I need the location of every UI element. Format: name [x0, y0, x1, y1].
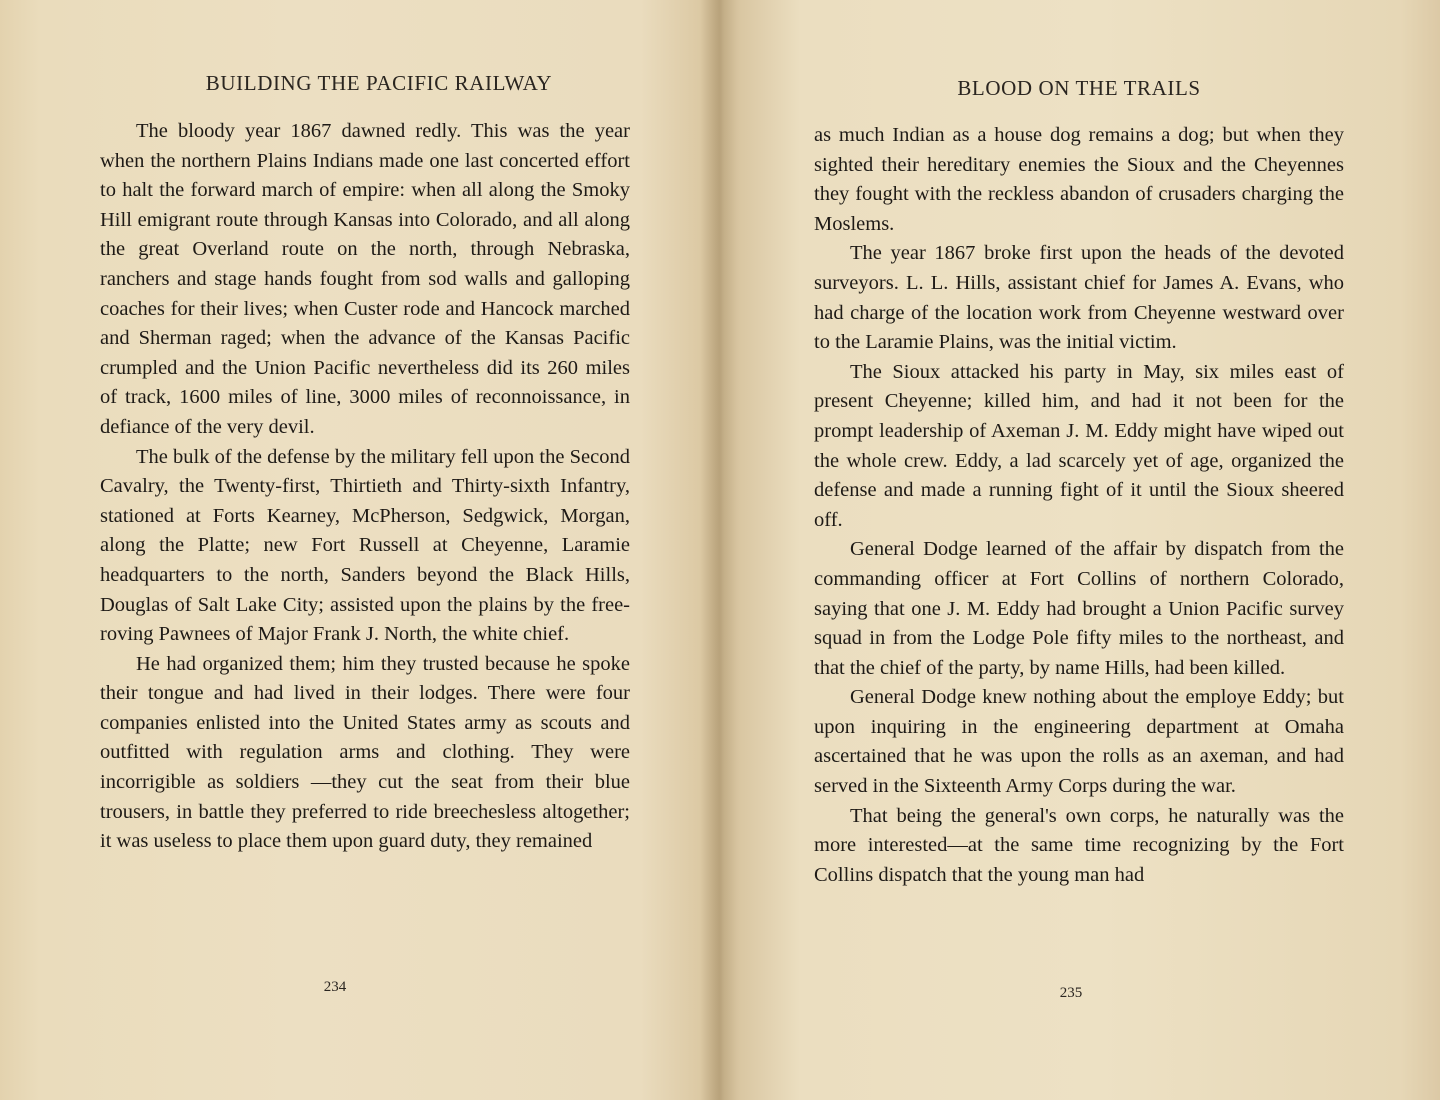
- book-gutter: [700, 0, 740, 1100]
- paragraph-continued: as much Indian as a house dog remains a dog; but when they sighted their hereditary enemies the Sioux and the Cheyennes they fought with the reckless abandon of crusaders charging the Moslems.: [814, 124, 1344, 235]
- right-page-body: [814, 121, 1344, 890]
- running-head-right: BLOOD ON THE TRAILS: [957, 76, 1201, 100]
- right-page: [814, 0, 1344, 1100]
- running-head-left: BUILDING THE PACIFIC RAILWAY: [205, 71, 553, 95]
- page-number-left: 234: [323, 979, 347, 995]
- paragraph: The Sioux attacked his party in May, six miles east of present Cheyenne; killed him, and had it not been for the prompt leadership of Axeman J. M. Eddy might have wiped out the whole crew. Eddy, a lad scarcely yet of age, organized the defense and made a running fight of it until the Sioux sheered off.: [814, 360, 1344, 531]
- paragraph: General Dodge learned of the affair by dispatch from the commanding officer at Fort Collins of northern Colorado, saying that one J. M. Eddy had brought a Union Pacific survey squad in from the Lodge Pole fifty miles to the northeast, and that the chief of the party, by name Hills, had been killed.: [814, 538, 1344, 679]
- left-page: [100, 0, 630, 1100]
- left-page-body: [100, 117, 630, 857]
- paragraph: The bulk of the defense by the military fell upon the Second Cavalry, the Twenty-first, Thirtieth and Thirty-sixth Infantry, stationed at Forts Kearney, McPherson, Sedgwick, Morgan, along the Platte; new Fort Russell at Cheyenne, Laramie headquarters to the north, Sanders beyond the Black Hills, Douglas of Salt Lake City; assisted upon the plains by the free-roving Pawnees of Major Frank J. North, the white chief.: [100, 445, 630, 646]
- paragraph: He had organized them; him they trusted because he spoke their tongue and had lived in their lodges. There were four companies enlisted into the United States army as scouts and outfitted with regulation arms and clothing. They were incorrigible as soldiers —they cut the seat from their blue trousers, in battle they preferred to ride breechesless altogether; it was useless to place them upon guard duty, they remained: [100, 652, 630, 853]
- paragraph: That being the general's own corps, he naturally was the more interested—at the same time recognizing by the Fort Collins dispatch that the young man had: [814, 804, 1344, 886]
- paragraph: The year 1867 broke first upon the heads of the devoted surveyors. L. L. Hills, assistant chief for James A. Evans, who had charge of the location work from Cheyenne westward over to the Laramie Plains, was the initial victim.: [814, 242, 1344, 354]
- page-number-right: 235: [1059, 985, 1083, 1001]
- paragraph: General Dodge knew nothing about the employe Eddy; but upon inquiring in the engineering department at Omaha ascertained that he was upon the rolls as an axeman, and had served in the Sixteenth Army Corps during the war.: [814, 686, 1344, 798]
- paragraph: The bloody year 1867 dawned redly. This was the year when the northern Plains Indians made one last concerted effort to halt the forward march of empire: when all along the Smoky Hill emigrant route through Kansas into Colorado, and all along the great Overland route on the north, through Nebraska, ranchers and stage hands fought from sod walls and galloping coaches for their lives; when Custer rode and Hancock marched and Sherman raged; when the advance of the Kansas Pacific crumpled and the Union Pacific nevertheless did its 260 miles of track, 1600 miles of line, 3000 miles of reconnoissance, in defiance of the very devil.: [100, 120, 630, 438]
